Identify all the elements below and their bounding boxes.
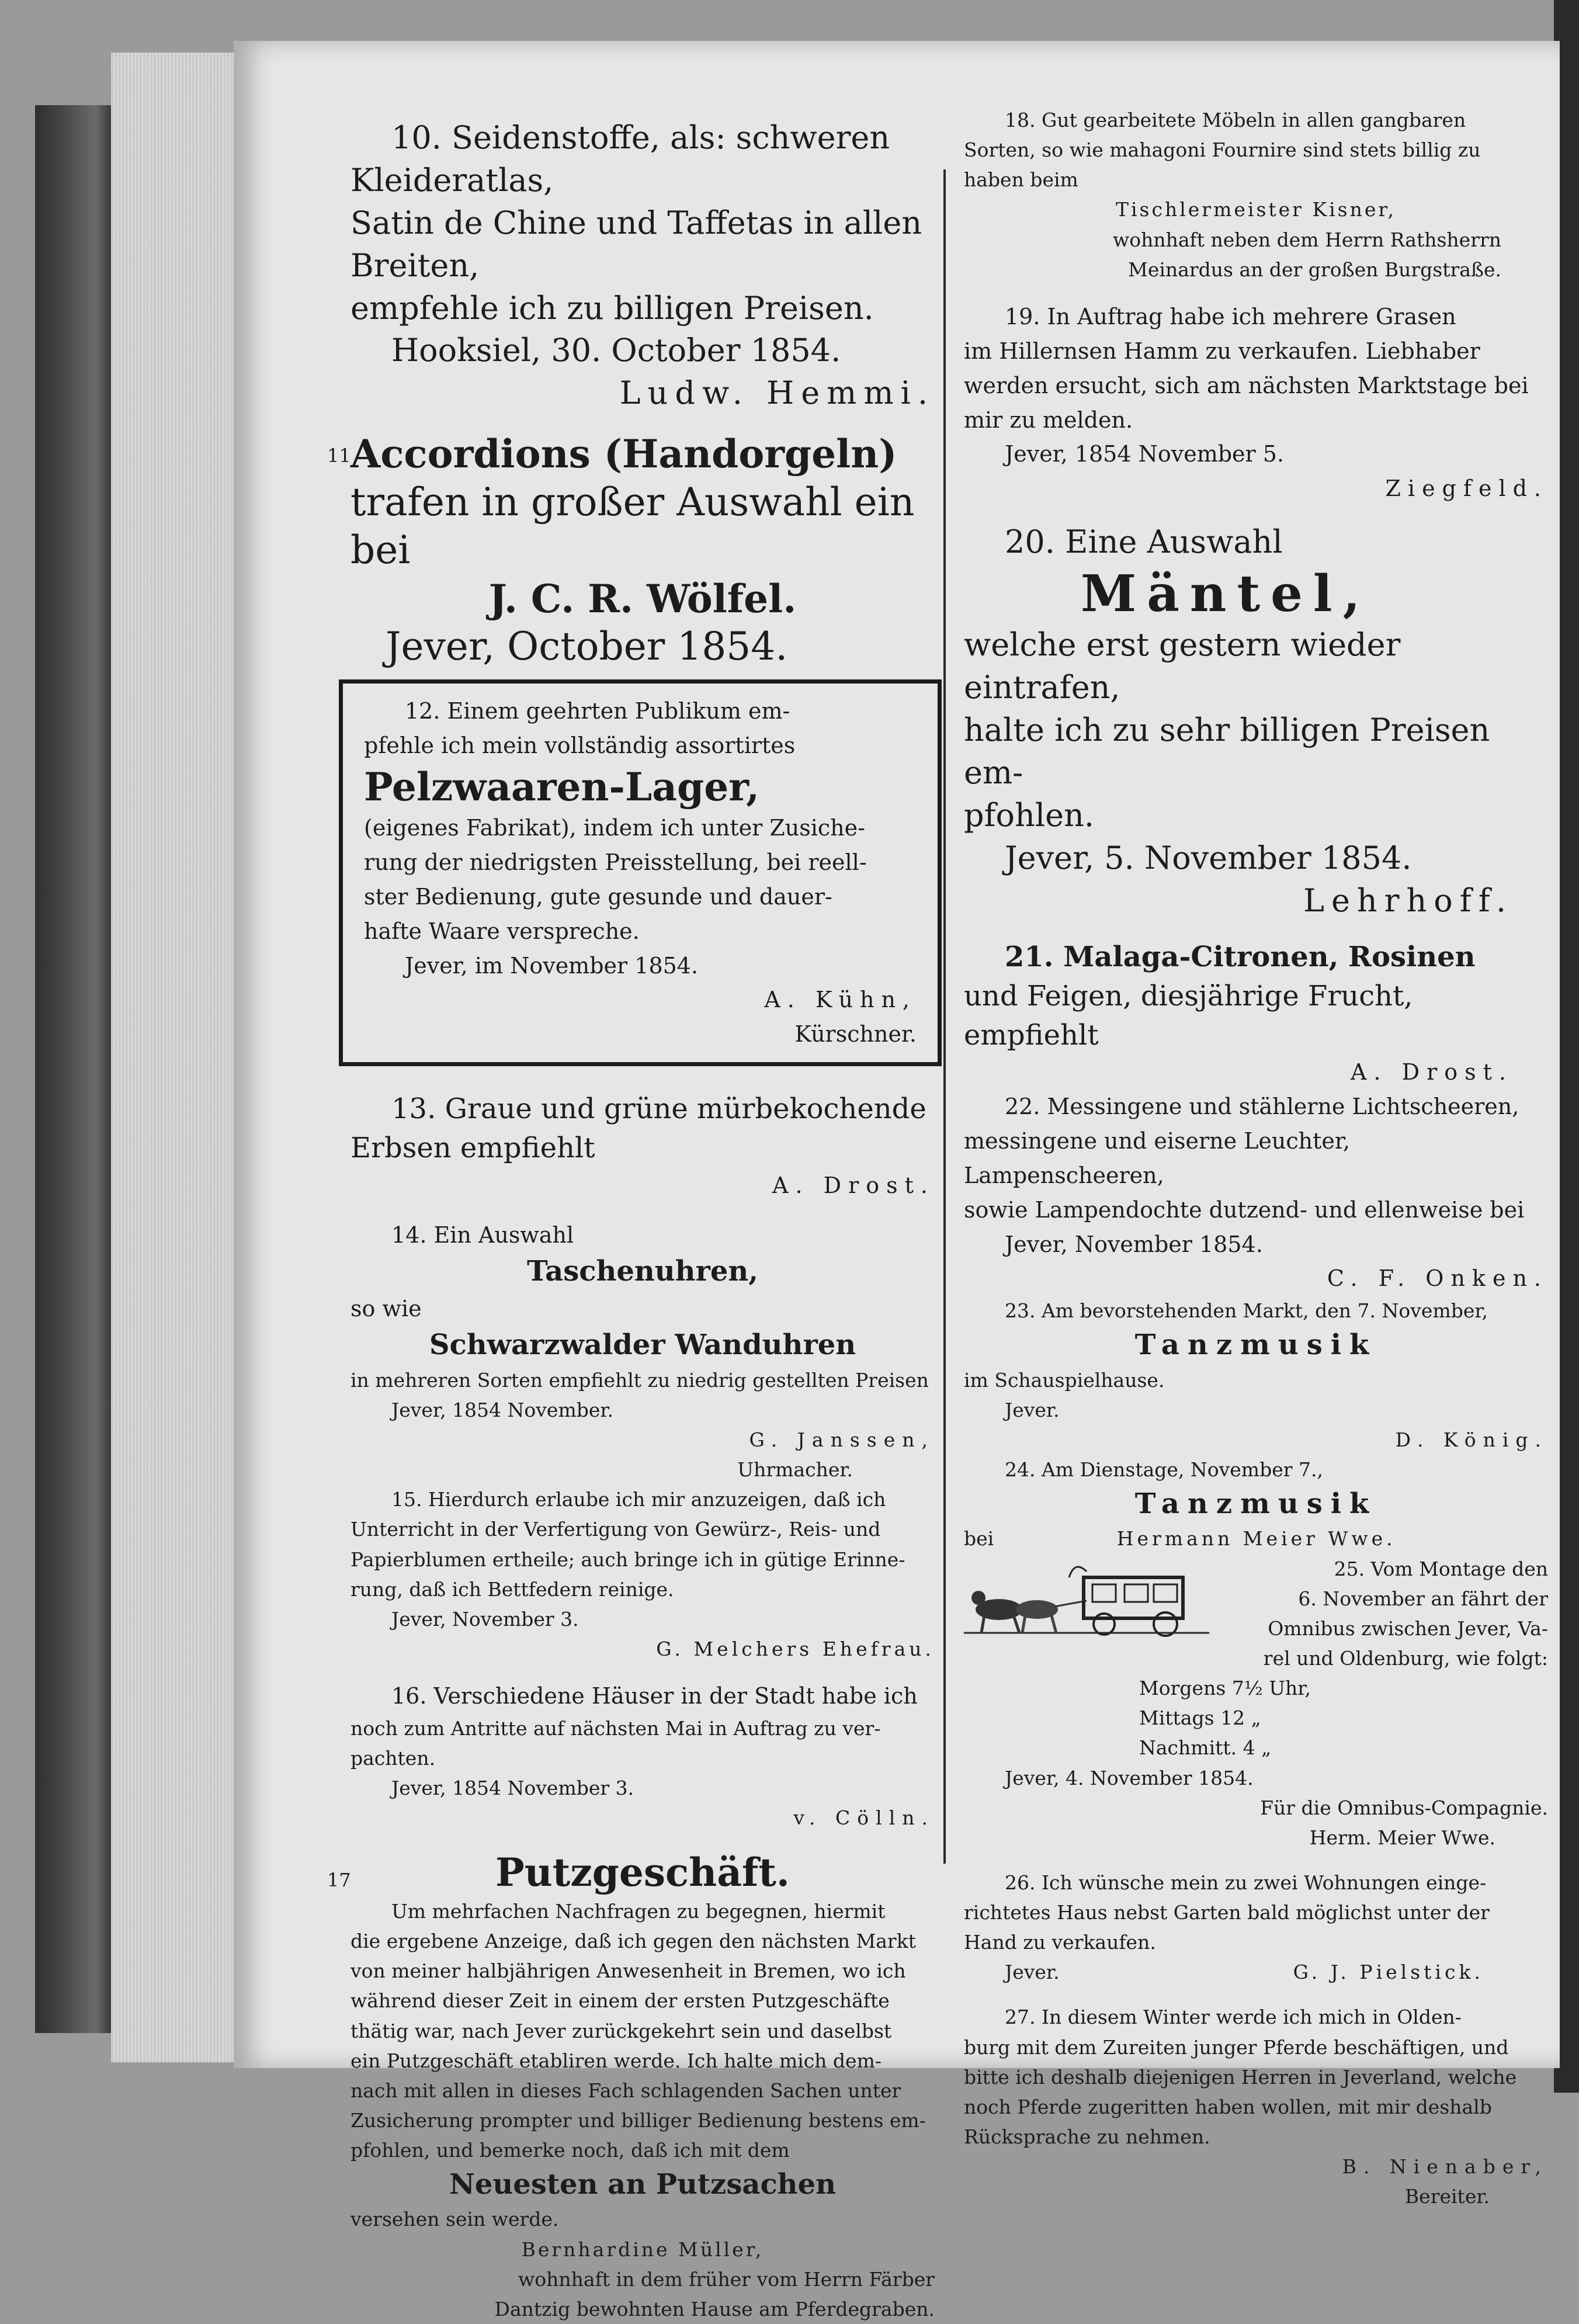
book-spine [35, 105, 111, 2033]
notice-11: 11 Accordions (Handorgeln) trafen in großer Auswahl ein bei J. C. R. Wölfel. Jever, October 1854. [327, 431, 915, 670]
notice-19: 19. In Auftrag habe ich mehrere Grasen im Hillernsen Hamm zu verkaufen. Liebhaber werden ersucht, sich am nächsten Marktstage bei mir zu melden. Jever, 1854 November 5. Ziegfeld. [964, 303, 1548, 502]
left-column [327, 117, 935, 2324]
notice-22: 22. Messingene und stählerne Lichtscheeren, messingene und eiserne Leuchter, Lampenscheeren, sowie Lampendochte dutzend- und ellenweise bei Jever, November 1854. C. F. Onken. [964, 1093, 1548, 1292]
notice-18: 18. Gut gearbeitete Möbeln in allen gangbaren Sorten, so wie mahagoni Fournire sind stets billig zu haben beim Tischlermeister Kisner, wohnhaft neben dem Herrn Rathsherrn Meinardus an der großen Burgstraße. [964, 109, 1501, 281]
notice-10: 10. Seidenstoffe, als: schweren Kleideratlas, Satin de Chine und Taffetas in allen Breiten, empfehle ich zu billigen Preisen. Hooksiel, 30. October 1854. Ludw. Hemmi. [350, 119, 935, 412]
right-column [964, 105, 1548, 2211]
notice-26: 26. Ich wünsche mein zu zwei Wohnungen einge- richtetes Haus nebst Garten bald möglichst unter der Hand zu verkaufen. Jever. G. J. Pielstick. [964, 1871, 1490, 1984]
page-edges [111, 53, 245, 2062]
notice-25: 25. Vom Montage den 6. November an fährt der Omnibus zwischen Jever, Va- rel und Oldenburg, wie folgt: Morgens 7½ Uhr, Mittags 12 „ Nachmitt. 4 „ Jever, 4. November 1854. Für die Omnibus-Compagnie. Herm. Meier Wwe. [964, 1554, 1548, 1853]
notice-24: 24. Am Dienstage, November 7., Tanzmusik bei Hermann Meier Wwe. [964, 1458, 1396, 1551]
notice-12-boxed: 12. Einem geehrten Publikum em- pfehle ich mein vollständig assortirtes Pelzwaaren-Lager, (eigenes Fabrikat), indem ich unter Zusiche- rung der niedrigsten Preisstellung, bei reell- ster Bedienung, gute gesunde und dauer- hafte Waare verspreche. Jever, im November 1854. A. Kühn, Kürschner. [339, 679, 942, 1067]
notice-27: 27. In diesem Winter werde ich mich in Olden- burg mit dem Zureiten junger Pferde beschäftigen, und bitte ich deshalb diejenigen Herren in Jeverland, welche noch Pferde zugeritten haben wollen, mit mir deshalb Rücksprache zu nehmen. B. Nienaber, Bereiter. [964, 2006, 1548, 2208]
notice-21: 21. Malaga-Citronen, Rosinen und Feigen, diesjährige Frucht, empfiehlt A. Drost. [964, 940, 1513, 1085]
notice-23: 23. Am bevorstehenden Markt, den 7. November, Tanzmusik im Schauspielhause. Jever. D. König. [964, 1299, 1548, 1451]
notice-20: 20. Eine Auswahl Mäntel, welche erst gestern wieder eintrafen, halte ich zu sehr billigen Preisen em- pfohlen. Jever, 5. November 1854. Lehrhoff. [964, 523, 1513, 919]
notice-13: 13. Graue und grüne mürbekochende Erbsen empfiehlt A. Drost. [350, 1092, 935, 1198]
notice-15: 15. Hierdurch erlaube ich mir anzuzeigen, daß ich Unterricht in der Verfertigung von Gewürz-, Reis- und Papierblumen ertheile; auch bringe ich in gütige Erinne- rung, daß ich Bettfedern reinige. Jever, November 3. G. Melchers Ehefrau. [350, 1488, 935, 1660]
column-divider [943, 169, 946, 1864]
notice-17: 17 Putzgeschäft. Um mehrfachen Nachfragen zu begegnen, hiermit die ergebene Anzeige, daß ich gegen den nächsten Markt von meiner halbjährigen Anwesenheit in Bremen, wo ich während dieser Zeit in einem der ersten Putzgeschäfte thätig war, nach Jever zurückgekehrt sein und daselbst ein Putzgeschäft etabliren werde. Ich halte mich dem- nach mit allen in dieses Fach schlagenden Sachen unter Zusicherung prompter und billiger Bedienung bestens em- pfohlen, und bemerke noch, daß ich mit dem Neuesten an Putzsachen versehen sein werde. Bernhardine Müller, wohnhaft in dem früher vom Herrn Färber Dantzig bewohnten Hause am Pferdegraben. [327, 1849, 935, 2320]
notice-16: 16. Verschiedene Häuser in der Stadt habe ich noch zum Antritte auf nächsten Mai in Auftrag zu ver- pachten. Jever, 1854 November 3. v. Cölln. [350, 1683, 935, 1830]
notice-14: 14. Ein Auswahl Taschenuhren, so wie Schwarzwalder Wanduhren in mehreren Sorten empfiehlt zu niedrig gestellten Preisen Jever, 1854 November. G. Janssen, Uhrmacher. [350, 1222, 935, 1482]
stagecoach-illustration [964, 1554, 1209, 1642]
